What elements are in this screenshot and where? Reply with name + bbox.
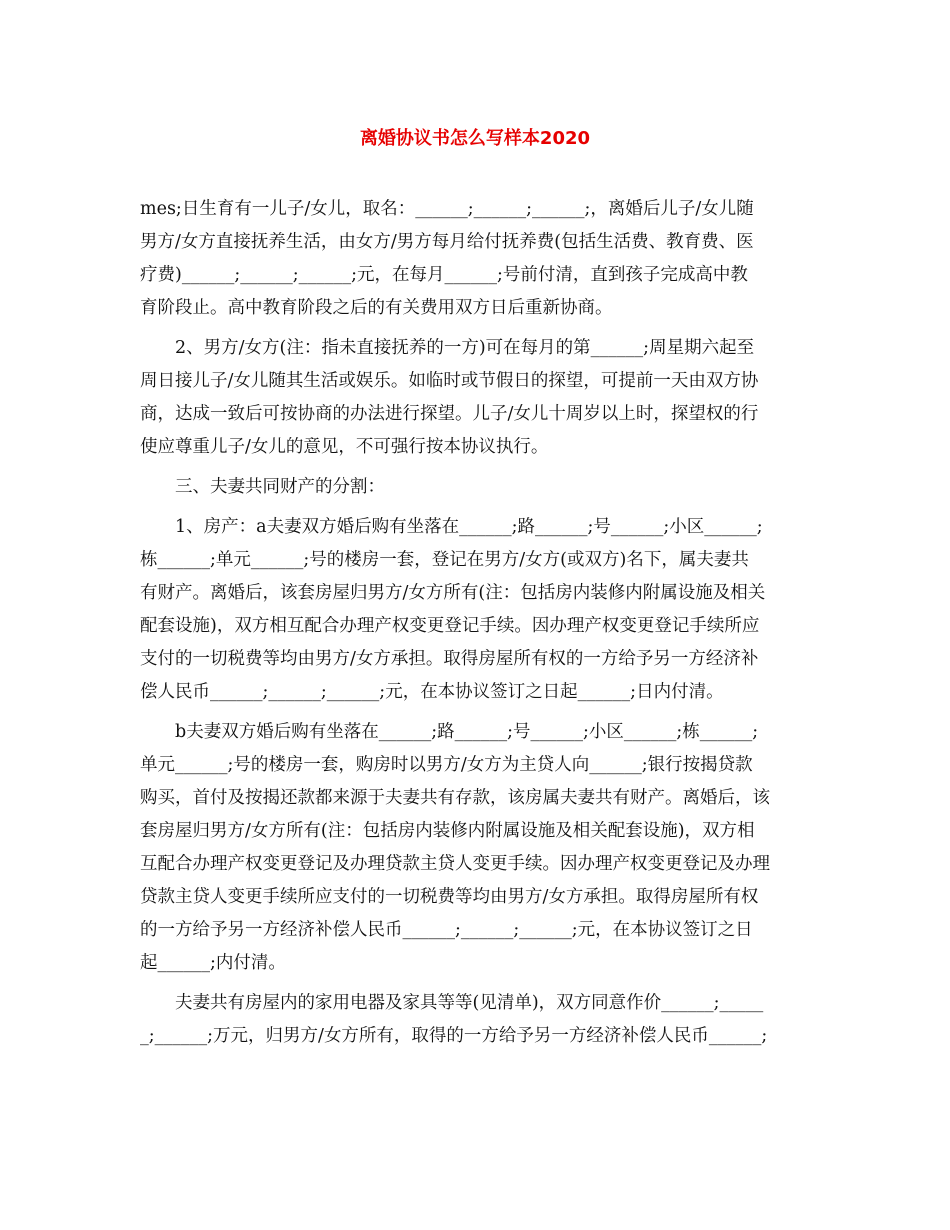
paragraph-visitation	[140, 332, 830, 464]
text-line: 配套设施)，双方相互配合办理产权变更登记手续。因办理产权变更登记手续所应	[140, 616, 760, 636]
text-line: _;______;万元，归男方/女方所有，取得的一方给予另一方经济补偿人民币______;	[140, 1026, 768, 1046]
text-line: 育阶段止。高中教育阶段之后的有关费用双方日后重新协商。	[140, 298, 613, 318]
text-line: 栋______;单元______;号的楼房一套，登记在男方/女方(或双方)名下，属夫妻共	[140, 550, 749, 570]
text-line: 1、房产：a夫妻双方婚后购有坐落在______;路______;号______;小区______;	[175, 517, 763, 537]
text-line: 的一方给予另一方经济补偿人民币______;______;______;元，在本协议签订之日	[140, 920, 753, 940]
text-line: b夫妻双方婚后购有坐落在______;路______;号______;小区______;栋______;	[175, 722, 759, 742]
section-heading-property-division	[140, 471, 830, 504]
text-line: 套房屋归男方/女方所有(注：包括房内装修内附属设施及相关配套设施)，双方相	[140, 821, 755, 841]
text-line: 周日接儿子/女儿随其生活或娱乐。如临时或节假日的探望，可提前一天由双方协	[140, 371, 759, 391]
paragraph-property-b	[140, 716, 830, 980]
paragraph-property-a	[140, 511, 830, 709]
text-line: 2、男方/女方(注：指未直接抚养的一方)可在每月的第______;周星期六起至	[175, 338, 755, 358]
text-line: 贷款主贷人变更手续所应支付的一切税费等均由男方/女方承担。取得房屋所有权	[140, 887, 759, 907]
text-line: 购买，首付及按揭还款都来源于夫妻共有存款，该房属夫妻共有财产。离婚后，该	[140, 788, 770, 808]
text-line: 起______;内付清。	[140, 953, 286, 973]
text-line: 使应尊重儿子/女儿的意见，不可强行按本协议执行。	[140, 437, 549, 457]
document-body	[140, 193, 830, 1053]
text-line: 有财产。离婚后，该套房屋归男方/女方所有(注：包括房内装修内附属设施及相关	[140, 583, 766, 603]
text-line: 三、夫妻共同财产的分割：	[175, 477, 385, 497]
paragraph-child-support	[140, 193, 830, 325]
paragraph-household-items	[140, 987, 830, 1053]
text-line: 单元______;号的楼房一套，购房时以男方/女方为主贷人向______;银行按揭贷款	[140, 755, 753, 775]
text-line: 疗费)______;______;______;元，在每月______;号前付清，直到孩子完成高中教	[140, 265, 748, 285]
text-line: 互配合办理产权变更登记及办理贷款主贷人变更手续。因办理产权变更登记及办理	[140, 854, 770, 874]
text-line: 商，达成一致后可按协商的办法进行探望。儿子/女儿十周岁以上时，探望权的行	[140, 404, 759, 424]
text-line: 偿人民币______;______;______;元，在本协议签订之日起______;日内付清。	[140, 682, 724, 702]
text-line: mes;日生育有一儿子/女儿，取名：______;______;______;，离婚后儿子/女儿随	[140, 199, 754, 219]
text-line: 支付的一切税费等均由男方/女方承担。取得房屋所有权的一方给予另一方经济补	[140, 649, 759, 669]
text-line: 夫妻共有房屋内的家用电器及家具等等(见清单)，双方同意作价______;_____	[175, 993, 764, 1013]
text-line: 男方/女方直接抚养生活，由女方/男方每月给付抚养费(包括生活费、教育费、医	[140, 232, 754, 252]
document-title: 离婚协议书怎么写样本2020	[359, 128, 591, 149]
